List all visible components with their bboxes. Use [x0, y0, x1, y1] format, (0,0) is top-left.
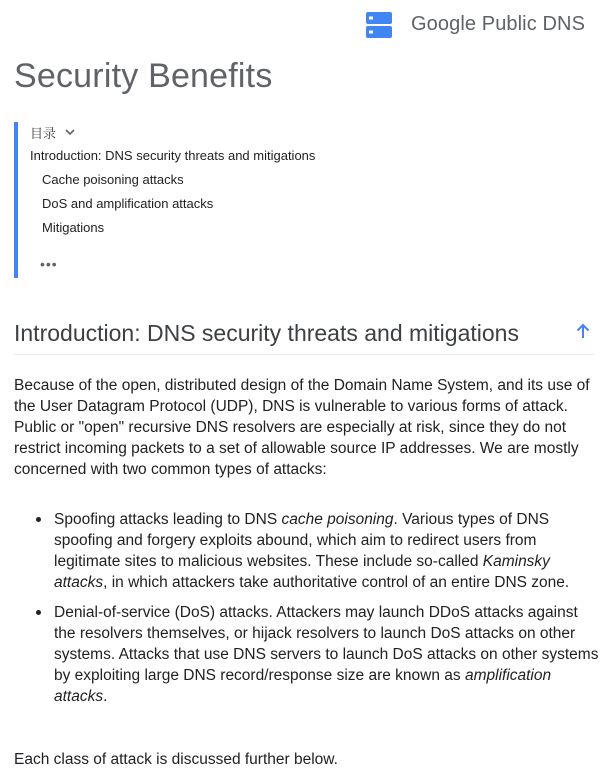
toc-item-cache-poisoning[interactable]: Cache poisoning attacks	[42, 172, 184, 187]
toc-label: 目录	[30, 125, 57, 141]
bullet-icon	[36, 610, 41, 615]
closing-paragraph: Each class of attack is discussed further below.	[14, 751, 338, 768]
bullet-text: Denial-of-service (DoS) attacks. Attackers may launch DDoS attacks against the resolvers themselves, or hijack resolvers to launch DoS attacks on other systems. Attacks that use DNS servers to launch DoS attacks on other systems by exploiting large DNS record/response size are known as	[54, 604, 599, 684]
table-of-contents	[14, 122, 418, 278]
arrow-up-icon[interactable]	[574, 322, 592, 340]
toc-more-button[interactable]: •••	[40, 256, 58, 272]
section-divider	[14, 354, 594, 355]
top-bar	[0, 0, 600, 52]
bullet-text: .	[103, 688, 108, 705]
amplification-attacks-term: amplification attacks	[54, 667, 552, 705]
attack-types-list	[14, 509, 599, 707]
bullet-text: Spoofing attacks leading to DNS	[54, 511, 282, 528]
toc-toggle[interactable]	[30, 122, 76, 142]
brand-name[interactable]: Google Public DNS	[411, 13, 586, 35]
dns-server-icon[interactable]	[366, 12, 392, 38]
toc-item-mitigations[interactable]: Mitigations	[42, 220, 105, 235]
toc-item-dos-amplification[interactable]: DoS and amplification attacks	[42, 196, 214, 211]
section-heading: Introduction: DNS security threats and mitigations	[14, 320, 519, 346]
page-title: Security Benefits	[14, 57, 273, 95]
bullet-text: , in which attackers take authoritative control of an entire DNS zone.	[103, 574, 570, 591]
bullet-icon	[36, 517, 41, 522]
list-item	[14, 509, 599, 593]
chevron-down-icon	[64, 126, 76, 138]
list-item	[14, 602, 599, 707]
kaminsky-attacks-term: Kaminsky attacks	[54, 553, 550, 591]
toc-item-introduction[interactable]: Introduction: DNS security threats and mitigations	[30, 148, 316, 163]
bullet-text: . Various types of DNS spoofing and forgery exploits abound, which aim to redirect users from legitimate sites to malicious websites. These include so-called	[54, 511, 550, 570]
cache-poisoning-term: cache poisoning	[281, 511, 394, 528]
intro-paragraph: Because of the open, distributed design of the Domain Name System, and its use of the User Datagram Protocol (UDP), DNS is vulnerable to various forms of attack. Public or "open" recursive DNS resolvers are especially at risk, since they do not restrict incoming packets to a set of allowable source IP addresses. We are mostly concerned with two common types of attacks:	[14, 377, 590, 478]
